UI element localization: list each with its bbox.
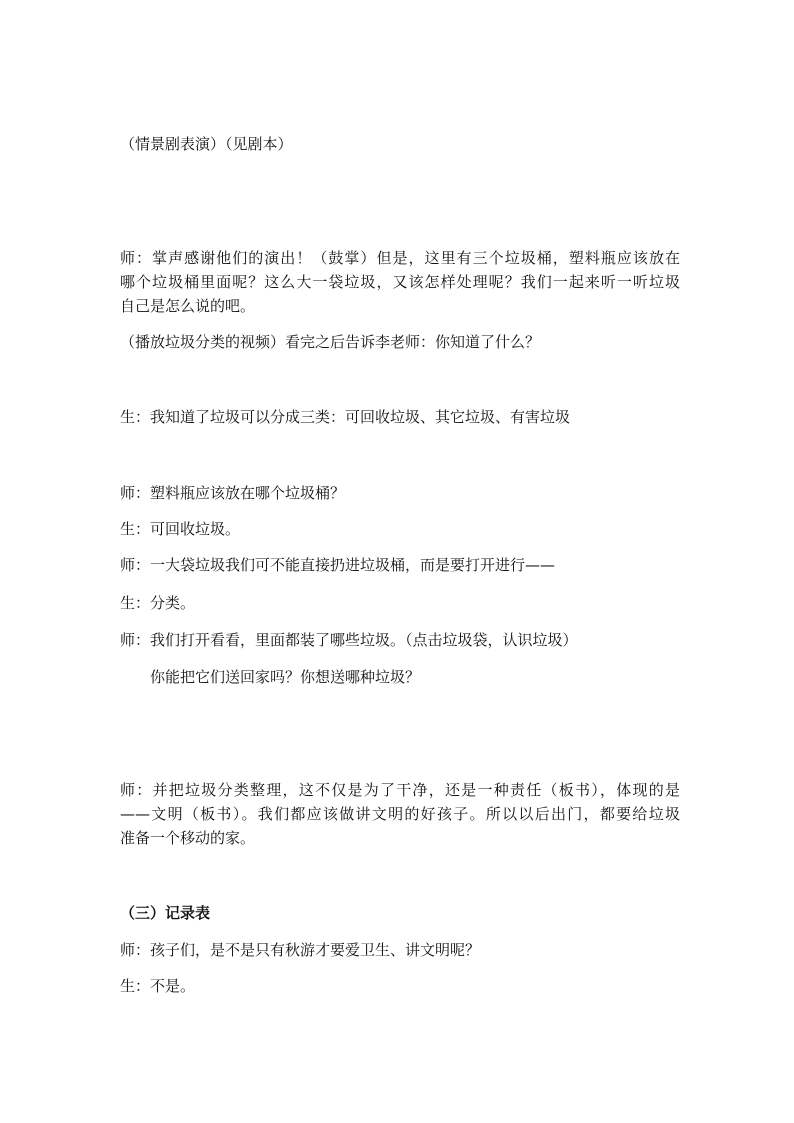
section-heading: （三）记录表 xyxy=(120,904,211,922)
student-line-4: 生：不是。 xyxy=(120,977,196,995)
teacher-line-5c: 准备一个移动的家。 xyxy=(120,829,256,847)
stage-direction-line: （情景剧表演）（见剧本） xyxy=(120,135,293,153)
teacher-line-2: 师：塑料瓶应该放在哪个垃圾桶？ xyxy=(120,484,346,502)
teacher-line-5b: ——文明（板书）。我们都应该做讲文明的好孩子。所以以后出门，都要给垃圾 xyxy=(120,805,680,823)
teacher-line-5a: 师：并把垃圾分类整理，这不仅是为了干净，还是一种责任（板书），体现的是 xyxy=(120,781,680,799)
teacher-line-1a: 师：掌声感谢他们的演出！（鼓掌）但是，这里有三个垃圾桶，塑料瓶应该放在 xyxy=(120,249,680,267)
student-line-2: 生：可回收垃圾。 xyxy=(120,520,241,538)
teacher-line-1b: 哪个垃圾桶里面呢？这么大一袋垃圾，又该怎样处理呢？我们一起来听一听垃圾 xyxy=(120,273,680,291)
teacher-line-3: 师：一大袋垃圾我们可不能直接扔进垃圾桶，而是要打开进行—— xyxy=(120,556,556,574)
video-instruction-line: （播放垃圾分类的视频）看完之后告诉李老师：你知道了什么？ xyxy=(120,333,541,351)
student-line-3: 生：分类。 xyxy=(120,594,196,612)
student-line-1: 生：我知道了垃圾可以分成三类：可回收垃圾、其它垃圾、有害垃圾 xyxy=(120,408,571,426)
teacher-line-1c: 自己是怎么说的吧。 xyxy=(120,297,256,315)
teacher-line-6: 师：孩子们，是不是只有秋游才要爱卫生、讲文明呢？ xyxy=(120,941,481,959)
teacher-line-4: 师：我们打开看看，里面都装了哪些垃圾。（点击垃圾袋，认识垃圾） xyxy=(120,631,578,649)
teacher-line-4-indent: 你能把它们送回家吗？你想送哪种垃圾？ xyxy=(150,668,421,686)
